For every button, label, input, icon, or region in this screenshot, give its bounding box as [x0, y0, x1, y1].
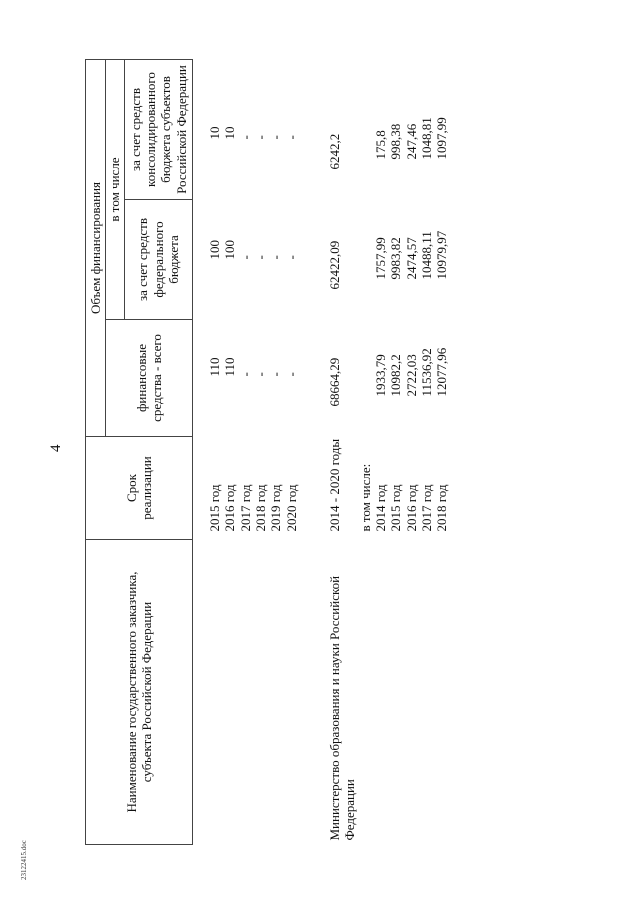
table-row [238, 60, 253, 845]
row-name [404, 540, 419, 845]
row-regional: 1097,99 [434, 117, 450, 160]
table-row [222, 60, 237, 845]
header-including: в том числе [106, 60, 124, 320]
row-federal: 9983,82 [388, 237, 404, 280]
including-label: в том числе: [357, 463, 373, 532]
row-regional: 1048,81 [418, 117, 434, 160]
table-row [373, 60, 388, 845]
row-term: 2016 год [403, 484, 419, 532]
row-federal: - [283, 255, 299, 260]
row-regional: 10 [222, 126, 238, 140]
row-term: 2017 год [418, 484, 434, 532]
ministry-regional: 6242,2 [326, 133, 342, 170]
header-name: Наименование государственного заказчика, субъекта Российской Федерации [86, 540, 193, 845]
ministry-name: Министерство образования и науки Российской Федерации [326, 575, 358, 841]
row-regional: - [283, 135, 299, 140]
table-row [253, 60, 268, 845]
row-name [388, 540, 403, 845]
spacer-row [299, 60, 327, 845]
row-term: 2019 год [268, 484, 284, 532]
row-total: 1933,79 [372, 354, 388, 397]
row-term: 2018 год [434, 484, 450, 532]
row-federal: 2474,57 [403, 237, 419, 280]
row-term: 2017 год [237, 484, 253, 532]
row-name [434, 540, 449, 845]
row-term: 2018 год [252, 484, 268, 532]
row-regional: - [237, 135, 253, 140]
row-total: 110 [206, 357, 222, 377]
row-federal: - [252, 255, 268, 260]
header-regional: за счет средств консолидированного бюджета субъектов Российской Федерации [124, 60, 192, 200]
row-name [373, 540, 388, 845]
table-row [284, 60, 299, 845]
row-name [284, 540, 299, 845]
row-total: 110 [222, 357, 238, 377]
including-row [358, 60, 373, 845]
row-federal: 100 [206, 240, 222, 260]
row-total: - [268, 372, 284, 377]
row-term: 2014 год [372, 484, 388, 532]
ministry-term: 2014 - 2020 годы [326, 438, 342, 532]
row-federal: - [237, 255, 253, 260]
row-name [192, 540, 222, 845]
row-regional: 247,46 [403, 123, 419, 160]
header-row-1 [86, 60, 106, 845]
header-total: финансовые средства - всего [106, 320, 193, 437]
page-number: 4 [48, 444, 64, 452]
row-term: 2015 год [206, 484, 222, 532]
row-regional: 10 [206, 126, 222, 140]
row-total: - [252, 372, 268, 377]
row-total: 2722,03 [403, 354, 419, 397]
table-row [268, 60, 283, 845]
row-federal: 100 [222, 240, 238, 260]
row-term: 2016 год [222, 484, 238, 532]
row-total: 10982,2 [388, 354, 404, 397]
table-row [419, 60, 434, 845]
row-term: 2020 год [283, 484, 299, 532]
table-row [404, 60, 419, 845]
row-federal: 10488,11 [418, 231, 434, 280]
row-regional: 998,38 [388, 123, 404, 160]
ministry-row [327, 60, 358, 845]
row-name [238, 540, 253, 845]
row-name [358, 540, 373, 845]
row-total: 11536,92 [418, 348, 434, 397]
row-name [268, 540, 283, 845]
rotated-document [85, 60, 575, 845]
row-name [222, 540, 237, 845]
row-federal: 10979,97 [434, 230, 450, 280]
header-volume: Объем финансирования [86, 60, 106, 437]
header-term: Срок реализации [86, 437, 193, 540]
row-total: - [283, 372, 299, 377]
row-total: 12077,96 [434, 347, 450, 397]
ministry-total: 68664,29 [326, 357, 342, 407]
row-regional: - [268, 135, 284, 140]
ministry-federal: 62422,09 [326, 240, 342, 290]
row-federal: 1757,99 [372, 237, 388, 280]
footer-document-code: 23122415.doc [20, 840, 28, 880]
financing-table [85, 59, 450, 845]
header-federal: за счет средств федерального бюджета [124, 200, 192, 320]
table-row [192, 60, 222, 845]
row-regional: 175,8 [372, 130, 388, 160]
row-name [253, 540, 268, 845]
row-federal: - [268, 255, 284, 260]
table-row [434, 60, 449, 845]
row-term: 2015 год [388, 484, 404, 532]
row-total: - [237, 372, 253, 377]
row-name [419, 540, 434, 845]
table-row [388, 60, 403, 845]
row-regional: - [252, 135, 268, 140]
